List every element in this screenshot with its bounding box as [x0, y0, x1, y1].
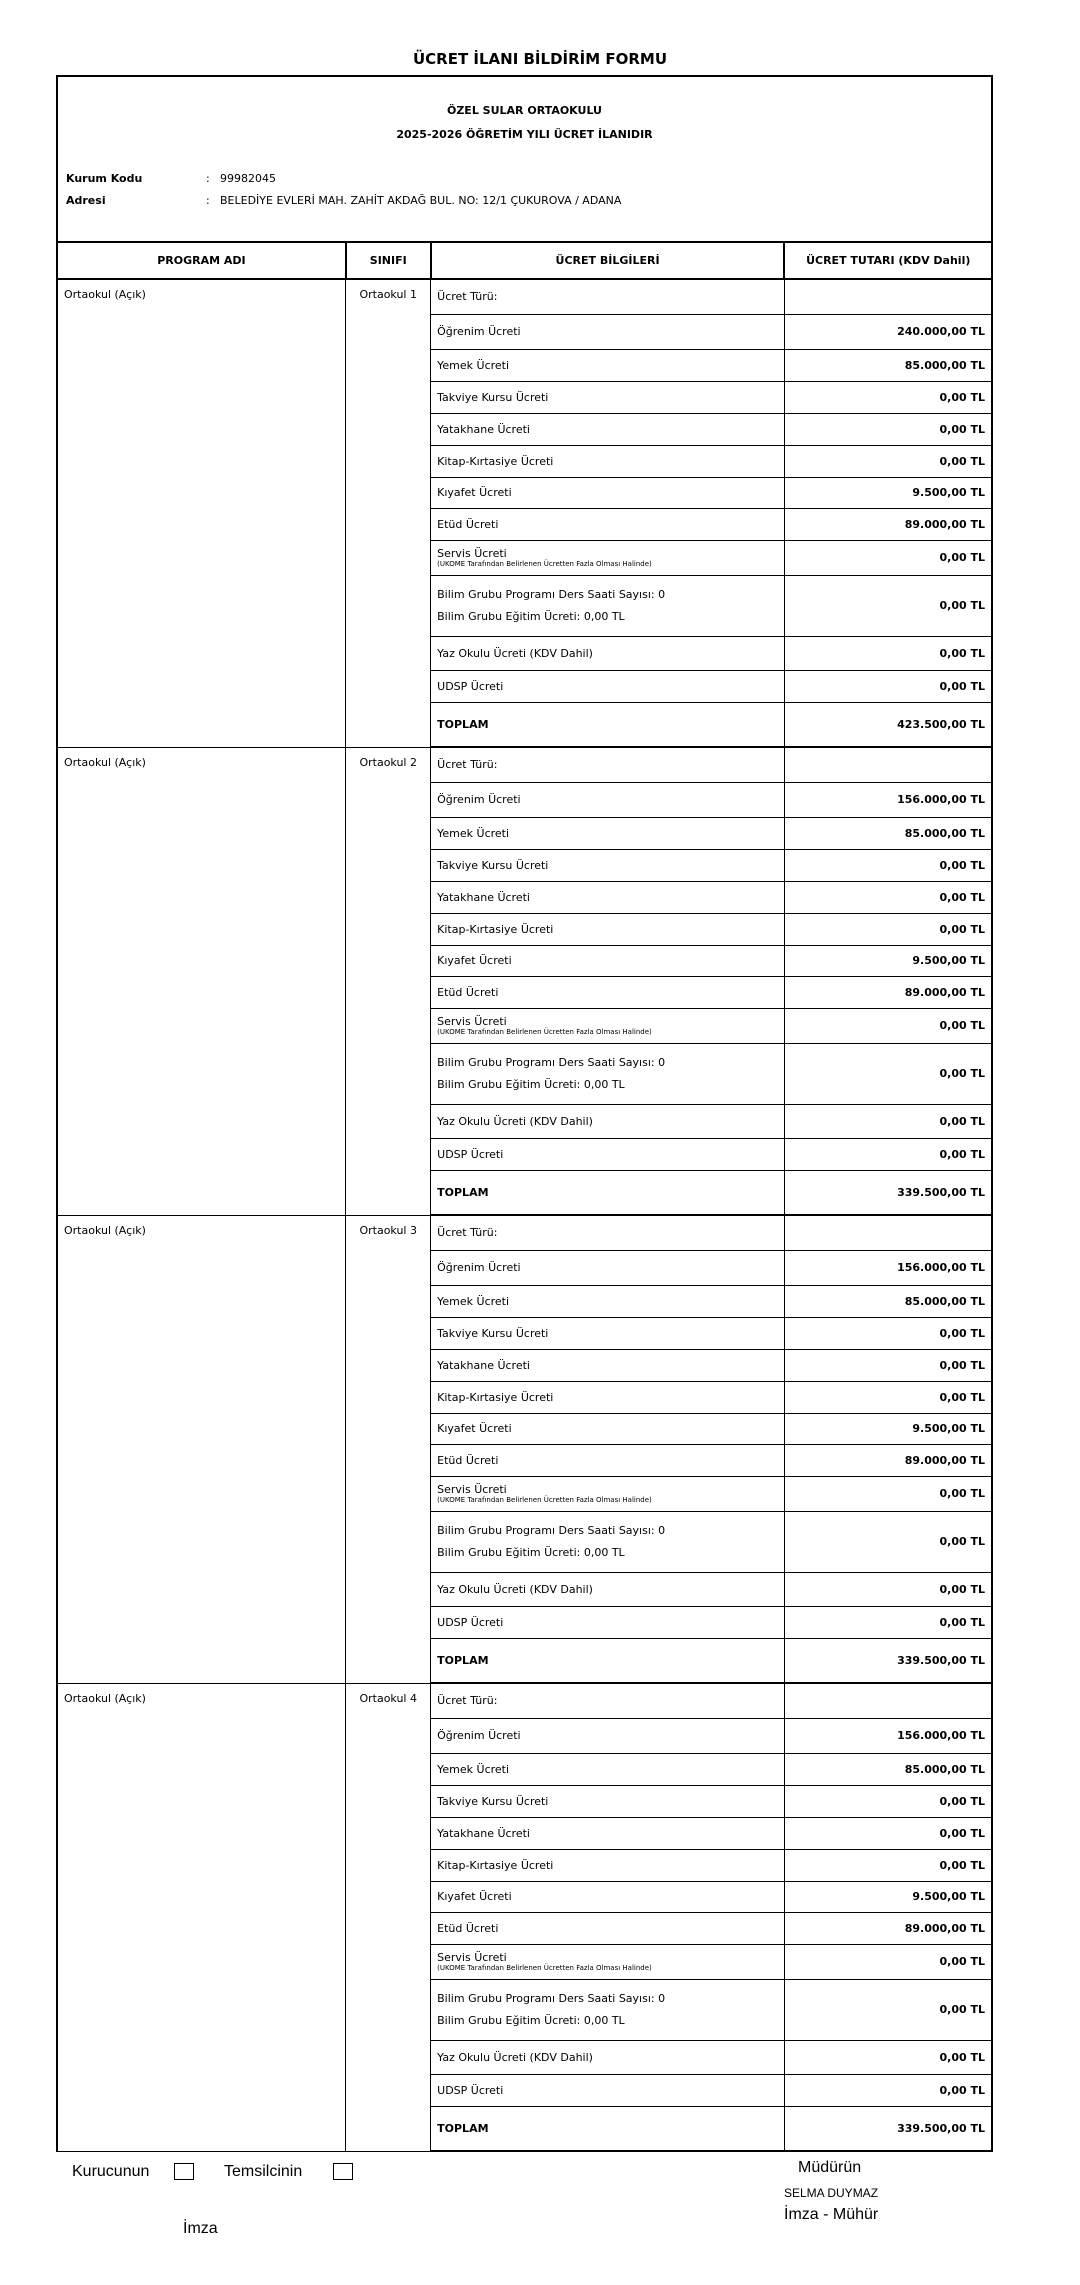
fee-label-secondary: Bilim Grubu Eğitim Ücreti: 0,00 TL — [437, 1078, 625, 1091]
fee-amount: 89.000,00 TL — [784, 976, 992, 1008]
fee-label-secondary: Bilim Grubu Eğitim Ücreti: 0,00 TL — [437, 1546, 625, 1559]
fee-label-cell — [431, 349, 785, 381]
fee-label-cell — [431, 477, 785, 508]
institution-code-label: Kurum Kodu — [66, 172, 143, 185]
fee-amount — [784, 747, 992, 782]
fee-amount: 85.000,00 TL — [784, 349, 992, 381]
fee-amount: 85.000,00 TL — [784, 817, 992, 849]
fee-label-cell — [431, 1718, 785, 1753]
fee-label-cell — [431, 1753, 785, 1785]
fee-amount: 0,00 TL — [784, 1511, 992, 1572]
form-title: ÜCRET İLANI BİLDİRİM FORMU — [412, 50, 668, 68]
fee-label-cell — [431, 540, 785, 575]
fee-amount: 156.000,00 TL — [784, 1718, 992, 1753]
column-header-class: SINIFI — [346, 242, 431, 279]
fee-amount: 0,00 TL — [784, 1785, 992, 1817]
fee-label-cell — [431, 1881, 785, 1912]
fee-label-cell — [431, 945, 785, 976]
fee-label-cell — [431, 782, 785, 817]
fee-label: Kıyafet Ücreti — [437, 1422, 512, 1435]
fee-label-cell — [431, 817, 785, 849]
column-header-fee-info: ÜCRET BİLGİLERİ — [431, 242, 785, 279]
fee-amount: 0,00 TL — [784, 2074, 992, 2106]
fee-label: Takviye Kursu Ücreti — [437, 1794, 549, 1808]
fee-amount: 0,00 TL — [784, 1104, 992, 1138]
fee-amount: 156.000,00 TL — [784, 782, 992, 817]
fee-label-cell — [431, 575, 785, 636]
founder-checkbox[interactable] — [174, 2163, 194, 2180]
year-title: 2025-2026 ÖĞRETİM YILI ÜCRET İLANIDIR — [396, 128, 653, 141]
fee-amount — [784, 279, 992, 314]
fee-label-cell — [431, 670, 785, 702]
fee-amount: 0,00 TL — [784, 1138, 992, 1170]
fee-label-cell — [431, 1285, 785, 1317]
fee-label-cell — [431, 1944, 785, 1979]
fee-label: Bilim Grubu Programı Ders Saati Sayısı: 0 — [437, 588, 666, 601]
fee-label-cell — [431, 1476, 785, 1511]
fee-amount: 0,00 TL — [784, 1476, 992, 1511]
colon: : — [206, 172, 210, 185]
fee-label: Bilim Grubu Programı Ders Saati Sayısı: 0 — [437, 1056, 666, 1069]
fee-label: UDSP Ücreti — [437, 679, 504, 693]
fee-amount: 0,00 TL — [784, 1849, 992, 1881]
fee-label-cell — [431, 279, 785, 314]
fee-note: (UKOME Tarafından Belirlenen Ücretten Fazla Olması Halinde) — [437, 1028, 652, 1036]
class-name: Ortaokul 1 — [346, 279, 431, 747]
fee-amount: 156.000,00 TL — [784, 1250, 992, 1285]
fee-label-cell — [431, 702, 785, 747]
fee-label: Kıyafet Ücreti — [437, 1890, 512, 1903]
fee-label-cell — [431, 1638, 785, 1683]
address-line — [66, 194, 621, 207]
fee-amount: 0,00 TL — [784, 670, 992, 702]
fee-label: Etüd Ücreti — [437, 1921, 499, 1935]
fee-amount: 9.500,00 TL — [784, 477, 992, 508]
fee-amount: 0,00 TL — [784, 1817, 992, 1849]
signature-label: İmza — [183, 2220, 218, 2237]
fee-label: Yaz Okulu Ücreti (KDV Dahil) — [437, 2050, 593, 2064]
class-name: Ortaokul 3 — [346, 1215, 431, 1683]
fee-label: Yemek Ücreti — [437, 826, 510, 840]
fee-label: Etüd Ücreti — [437, 985, 499, 999]
fee-amount: 0,00 TL — [784, 540, 992, 575]
representative-label: Temsilcinin — [224, 2163, 303, 2180]
fee-label: Öğrenim Ücreti — [437, 325, 521, 338]
fee-amount — [784, 1215, 992, 1250]
fee-label: Yatakhane Ücreti — [437, 1826, 530, 1840]
fee-amount: 339.500,00 TL — [784, 2106, 992, 2151]
fee-label-cell — [431, 1138, 785, 1170]
fee-label-cell — [431, 1912, 785, 1944]
fee-label: Yatakhane Ücreti — [437, 422, 530, 436]
fee-label: Kitap-Kırtasiye Ücreti — [437, 454, 554, 468]
fee-label: TOPLAM — [437, 717, 489, 731]
fee-label: Bilim Grubu Programı Ders Saati Sayısı: 0 — [437, 1524, 666, 1537]
principal-name: SELMA DUYMAZ — [784, 2186, 879, 2200]
principal-label: Müdürün — [798, 2159, 862, 2176]
fee-label-cell — [431, 1104, 785, 1138]
fee-amount: 85.000,00 TL — [784, 1753, 992, 1785]
fee-label-cell — [431, 636, 785, 670]
representative-option — [224, 2163, 353, 2181]
fee-label-cell — [431, 381, 785, 413]
fee-amount: 0,00 TL — [784, 1381, 992, 1413]
column-header-program: PROGRAM ADI — [57, 242, 346, 279]
column-header-fee-amount: ÜCRET TUTARI (KDV Dahil) — [784, 242, 992, 279]
institution-code-line — [66, 172, 276, 185]
fee-amount: 0,00 TL — [784, 575, 992, 636]
fee-label-cell — [431, 314, 785, 349]
fee-label-secondary: Bilim Grubu Eğitim Ücreti: 0,00 TL — [437, 2014, 625, 2027]
fee-amount: 0,00 TL — [784, 2040, 992, 2074]
fee-amount: 0,00 TL — [784, 1349, 992, 1381]
fee-label-cell — [431, 1683, 785, 1718]
fee-row — [57, 747, 992, 782]
fee-label-cell — [431, 2074, 785, 2106]
fee-label-cell — [431, 1979, 785, 2040]
fee-amount: 339.500,00 TL — [784, 1638, 992, 1683]
fee-label: Ücret Türü: — [437, 290, 498, 304]
class-name: Ortaokul 4 — [346, 1683, 431, 2151]
fee-label-cell — [431, 1444, 785, 1476]
fee-label: Öğrenim Ücreti — [437, 793, 521, 806]
program-name: Ortaokul (Açık) — [57, 279, 346, 747]
class-name: Ortaokul 2 — [346, 747, 431, 1215]
fee-label: Öğrenim Ücreti — [437, 1729, 521, 1742]
fee-amount: 0,00 TL — [784, 1043, 992, 1104]
fee-label: Kitap-Kırtasiye Ücreti — [437, 1390, 554, 1404]
fee-note: (UKOME Tarafından Belirlenen Ücretten Fazla Olması Halinde) — [437, 1964, 652, 1972]
fee-label: Takviye Kursu Ücreti — [437, 1326, 549, 1340]
fee-label-cell — [431, 1381, 785, 1413]
fee-label-cell — [431, 2040, 785, 2074]
fee-label: Servis Ücreti — [437, 1951, 507, 1964]
fee-note: (UKOME Tarafından Belirlenen Ücretten Fazla Olması Halinde) — [437, 1496, 652, 1504]
fee-label-cell — [431, 1317, 785, 1349]
fee-label: Takviye Kursu Ücreti — [437, 858, 549, 872]
fee-label: UDSP Ücreti — [437, 1147, 504, 1161]
representative-checkbox[interactable] — [333, 2163, 353, 2180]
fee-amount: 0,00 TL — [784, 849, 992, 881]
sign-seal-label: İmza - Mühür — [784, 2206, 879, 2223]
fee-label: Yatakhane Ücreti — [437, 890, 530, 904]
fee-label: TOPLAM — [437, 1653, 489, 1667]
fee-amount: 9.500,00 TL — [784, 1881, 992, 1912]
fee-label-cell — [431, 881, 785, 913]
fee-label: Takviye Kursu Ücreti — [437, 390, 549, 404]
fee-row — [57, 1215, 992, 1250]
program-name: Ortaokul (Açık) — [57, 1683, 346, 2151]
fee-row — [57, 279, 992, 314]
fee-amount: 0,00 TL — [784, 1008, 992, 1043]
fee-label: Kitap-Kırtasiye Ücreti — [437, 922, 554, 936]
fee-label-cell — [431, 1008, 785, 1043]
fee-label: Servis Ücreti — [437, 1015, 507, 1028]
fee-amount: 0,00 TL — [784, 1944, 992, 1979]
fee-label-cell — [431, 1849, 785, 1881]
fee-amount: 0,00 TL — [784, 1572, 992, 1606]
fee-amount: 0,00 TL — [784, 413, 992, 445]
school-name: ÖZEL SULAR ORTAOKULU — [446, 104, 602, 117]
address-value: BELEDİYE EVLERİ MAH. ZAHİT AKDAĞ BUL. NO: 12/1 ÇUKUROVA / ADANA — [220, 194, 622, 207]
fee-amount: 240.000,00 TL — [784, 314, 992, 349]
fee-amount: 0,00 TL — [784, 1606, 992, 1638]
fee-label-cell — [431, 413, 785, 445]
fee-label: TOPLAM — [437, 1185, 489, 1199]
fee-amount: 339.500,00 TL — [784, 1170, 992, 1215]
colon: : — [206, 194, 210, 207]
fee-label-cell — [431, 1606, 785, 1638]
fee-label-cell — [431, 1413, 785, 1444]
founder-label: Kurucunun — [72, 2163, 150, 2180]
fee-label-cell — [431, 913, 785, 945]
fee-amount — [784, 1683, 992, 1718]
fee-label-cell — [431, 747, 785, 782]
program-name: Ortaokul (Açık) — [57, 1215, 346, 1683]
fee-label: Servis Ücreti — [437, 1483, 507, 1496]
fee-label-cell — [431, 445, 785, 477]
fee-label: Yaz Okulu Ücreti (KDV Dahil) — [437, 1114, 593, 1128]
fee-amount: 0,00 TL — [784, 1317, 992, 1349]
fee-label-cell — [431, 1511, 785, 1572]
fee-label-cell — [431, 1572, 785, 1606]
fee-label: Etüd Ücreti — [437, 517, 499, 531]
program-name: Ortaokul (Açık) — [57, 747, 346, 1215]
fee-label: Ücret Türü: — [437, 1226, 498, 1240]
fee-label-cell — [431, 1250, 785, 1285]
fee-label: Yemek Ücreti — [437, 1762, 510, 1776]
fee-label-cell — [431, 1043, 785, 1104]
fee-label: Servis Ücreti — [437, 547, 507, 560]
fee-label: Kıyafet Ücreti — [437, 954, 512, 967]
fee-amount: 423.500,00 TL — [784, 702, 992, 747]
fee-amount: 0,00 TL — [784, 1979, 992, 2040]
fee-label: Yemek Ücreti — [437, 358, 510, 372]
fee-label: Yaz Okulu Ücreti (KDV Dahil) — [437, 646, 593, 660]
fee-label: UDSP Ücreti — [437, 1615, 504, 1629]
founder-option — [72, 2163, 194, 2181]
fee-label-cell — [431, 1215, 785, 1250]
fee-label-cell — [431, 1785, 785, 1817]
fee-amount: 9.500,00 TL — [784, 945, 992, 976]
fee-label-secondary: Bilim Grubu Eğitim Ücreti: 0,00 TL — [437, 610, 625, 623]
fee-label-cell — [431, 976, 785, 1008]
address-label: Adresi — [66, 194, 106, 207]
fee-label: Yaz Okulu Ücreti (KDV Dahil) — [437, 1582, 593, 1596]
fee-label: Öğrenim Ücreti — [437, 1261, 521, 1274]
fee-amount: 89.000,00 TL — [784, 1444, 992, 1476]
fee-amount: 0,00 TL — [784, 445, 992, 477]
fee-label-cell — [431, 508, 785, 540]
fee-amount: 89.000,00 TL — [784, 1912, 992, 1944]
fee-amount: 9.500,00 TL — [784, 1413, 992, 1444]
fee-label: Kıyafet Ücreti — [437, 486, 512, 499]
fee-amount: 85.000,00 TL — [784, 1285, 992, 1317]
fee-amount: 0,00 TL — [784, 881, 992, 913]
fee-amount: 89.000,00 TL — [784, 508, 992, 540]
fee-label-cell — [431, 1349, 785, 1381]
fee-label: Etüd Ücreti — [437, 1453, 499, 1467]
fee-label: Ücret Türü: — [437, 758, 498, 772]
fee-table — [56, 241, 993, 2152]
fee-label: Yemek Ücreti — [437, 1294, 510, 1308]
fee-label: TOPLAM — [437, 2121, 489, 2135]
fee-note: (UKOME Tarafından Belirlenen Ücretten Fazla Olması Halinde) — [437, 560, 652, 568]
table-header — [57, 242, 992, 279]
fee-label: UDSP Ücreti — [437, 2083, 504, 2097]
fee-amount: 0,00 TL — [784, 913, 992, 945]
fee-label: Kitap-Kırtasiye Ücreti — [437, 1858, 554, 1872]
fee-label-cell — [431, 1817, 785, 1849]
fee-label-cell — [431, 2106, 785, 2151]
fee-label: Ücret Türü: — [437, 1694, 498, 1708]
fee-amount: 0,00 TL — [784, 381, 992, 413]
fee-label-cell — [431, 1170, 785, 1215]
fee-label: Yatakhane Ücreti — [437, 1358, 530, 1372]
fee-amount: 0,00 TL — [784, 636, 992, 670]
fee-label-cell — [431, 849, 785, 881]
institution-code-value: 99982045 — [220, 172, 276, 185]
fee-row — [57, 1683, 992, 1718]
fee-label: Bilim Grubu Programı Ders Saati Sayısı: 0 — [437, 1992, 666, 2005]
school-header — [56, 75, 993, 243]
